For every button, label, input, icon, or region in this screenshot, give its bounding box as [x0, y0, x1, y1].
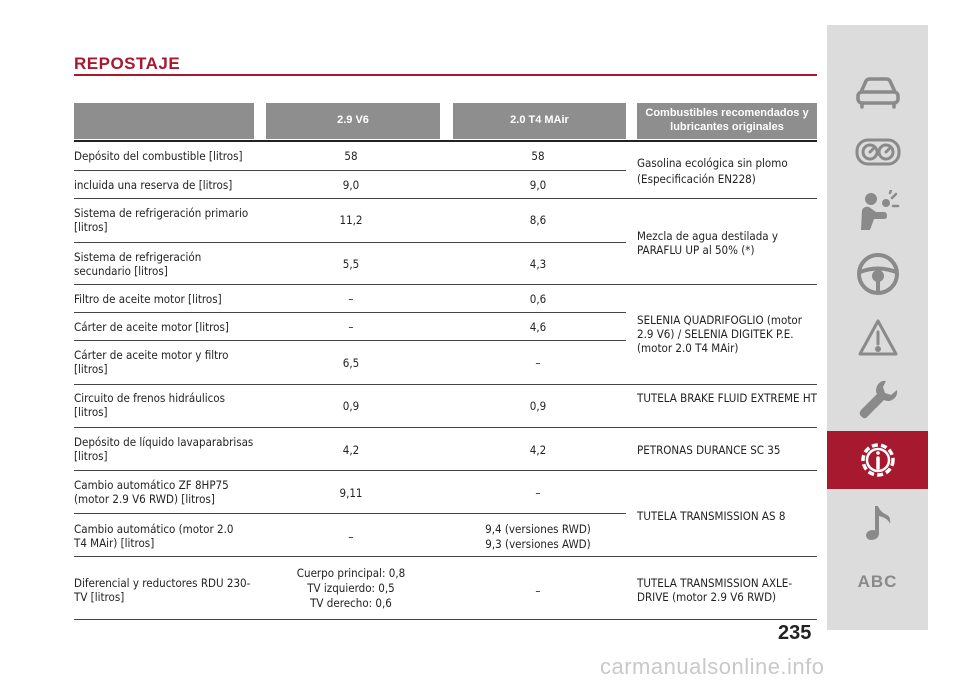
row-value-2-0: 58	[531, 149, 545, 163]
row-value-2-0: 9,0	[529, 178, 547, 192]
product-fuel: Gasolina ecológica sin plomo (Especificación EN228)	[637, 156, 788, 186]
row-divider	[74, 340, 626, 341]
row-divider	[74, 427, 817, 428]
row-value-2-0: 0,6	[529, 292, 547, 306]
row-value-2-0: –	[535, 584, 541, 598]
row-value-2-9: –	[348, 530, 354, 544]
product-brake-fluid: TUTELA BRAKE FLUID EXTREME HT	[637, 391, 817, 405]
row-label: Depósito del combustible [litros]	[74, 149, 243, 163]
row-value-2-0: 4,3	[529, 257, 547, 271]
table-bottom-rule	[74, 619, 817, 620]
info-gear-icon[interactable]	[827, 431, 928, 489]
header-blank	[74, 103, 254, 139]
row-value-2-0: –	[535, 486, 541, 500]
airbag-person-icon[interactable]	[827, 188, 928, 236]
row-label: Sistema de refrigeración secundario [litros]	[74, 250, 202, 278]
row-label: Filtro de aceite motor [litros]	[74, 292, 222, 306]
row-divider	[74, 198, 817, 199]
row-value-2-9: 4,2	[342, 443, 360, 457]
warning-triangle-icon[interactable]	[827, 316, 928, 360]
row-label: Cárter de aceite motor y filtro [litros]	[74, 348, 229, 376]
row-label: Cárter de aceite motor [litros]	[74, 320, 229, 334]
row-label: Cambio automático ZF 8HP75 (motor 2.9 V6 RWD) [litros]	[74, 478, 229, 506]
product-axle-drive: TUTELA TRANSMISSION AXLE-DRIVE (motor 2.9 V6 RWD)	[637, 576, 793, 604]
row-divider	[74, 242, 626, 243]
page-number: 235	[778, 622, 812, 644]
row-value-2-9: 5,5	[342, 257, 360, 271]
row-value-2-0: 4,6	[529, 320, 547, 334]
abc-index-icon[interactable]	[827, 568, 928, 596]
row-divider	[74, 470, 817, 471]
header-col-2-9-v6: 2.9 V6	[266, 103, 440, 139]
header-rule	[74, 140, 817, 142]
abc-index-label: ABC	[857, 572, 898, 591]
row-label: Diferencial y reductores RDU 230-TV [litros]	[74, 576, 251, 604]
row-value-2-9: 0,9	[342, 399, 360, 413]
car-icon[interactable]	[827, 68, 928, 116]
row-value-2-9: 6,5	[342, 356, 360, 370]
row-value-2-9: 11,2	[339, 213, 363, 227]
row-divider	[74, 284, 817, 285]
row-label: Sistema de refrigeración primario [litros]	[74, 206, 249, 234]
row-label: Depósito de líquido lavaparabrisas [litros]	[74, 435, 254, 463]
product-washer-fluid: PETRONAS DURANCE SC 35	[637, 443, 781, 457]
row-value-2-9: –	[348, 292, 354, 306]
row-label: Cambio automático (motor 2.0 T4 MAir) [litros]	[74, 522, 234, 550]
row-value-2-0: –	[535, 356, 541, 370]
watermark: carmanualsonline.info	[600, 654, 825, 679]
row-divider	[74, 312, 626, 313]
music-note-icon[interactable]	[827, 500, 928, 544]
row-value-2-9: 58	[344, 149, 358, 163]
row-value-2-9: 9,0	[342, 178, 360, 192]
product-coolant: Mezcla de agua destilada y PARAFLU UP al 50% (*)	[637, 229, 779, 257]
header-col-2-0-t4: 2.0 T4 MAir	[453, 103, 626, 139]
row-value-2-0: 8,6	[529, 213, 547, 227]
row-value-2-0: 9,4 (versiones RWD) 9,3 (versiones AWD)	[485, 522, 591, 551]
row-value-2-9: 9,11	[339, 486, 363, 500]
row-value-2-9: –	[348, 320, 354, 334]
steering-wheel-icon[interactable]	[827, 248, 928, 300]
row-divider	[74, 384, 817, 385]
dashboard-gauges-icon[interactable]	[827, 132, 928, 172]
row-value-2-9: Cuerpo principal: 0,8 TV izquierdo: 0,5 TV derecho: 0,6	[296, 566, 406, 610]
wrench-icon[interactable]	[827, 376, 928, 424]
row-label: incluida una reserva de [litros]	[74, 178, 233, 192]
product-engine-oil: SELENIA QUADRIFOGLIO (motor 2.9 V6) / SELENIA DIGITEK P.E. (motor 2.0 T4 MAir)	[637, 313, 802, 355]
header-col-products: Combustibles recomendados y lubricantes originales	[637, 103, 817, 139]
row-label: Circuito de frenos hidráulicos [litros]	[74, 391, 225, 419]
product-transmission: TUTELA TRANSMISSION AS 8	[637, 509, 786, 523]
row-value-2-0: 4,2	[529, 443, 547, 457]
row-divider	[74, 513, 626, 514]
title-rule	[74, 74, 817, 76]
page-title: REPOSTAJE	[74, 54, 181, 73]
row-divider	[74, 170, 626, 171]
row-value-2-0: 0,9	[529, 399, 547, 413]
row-divider	[74, 556, 817, 557]
